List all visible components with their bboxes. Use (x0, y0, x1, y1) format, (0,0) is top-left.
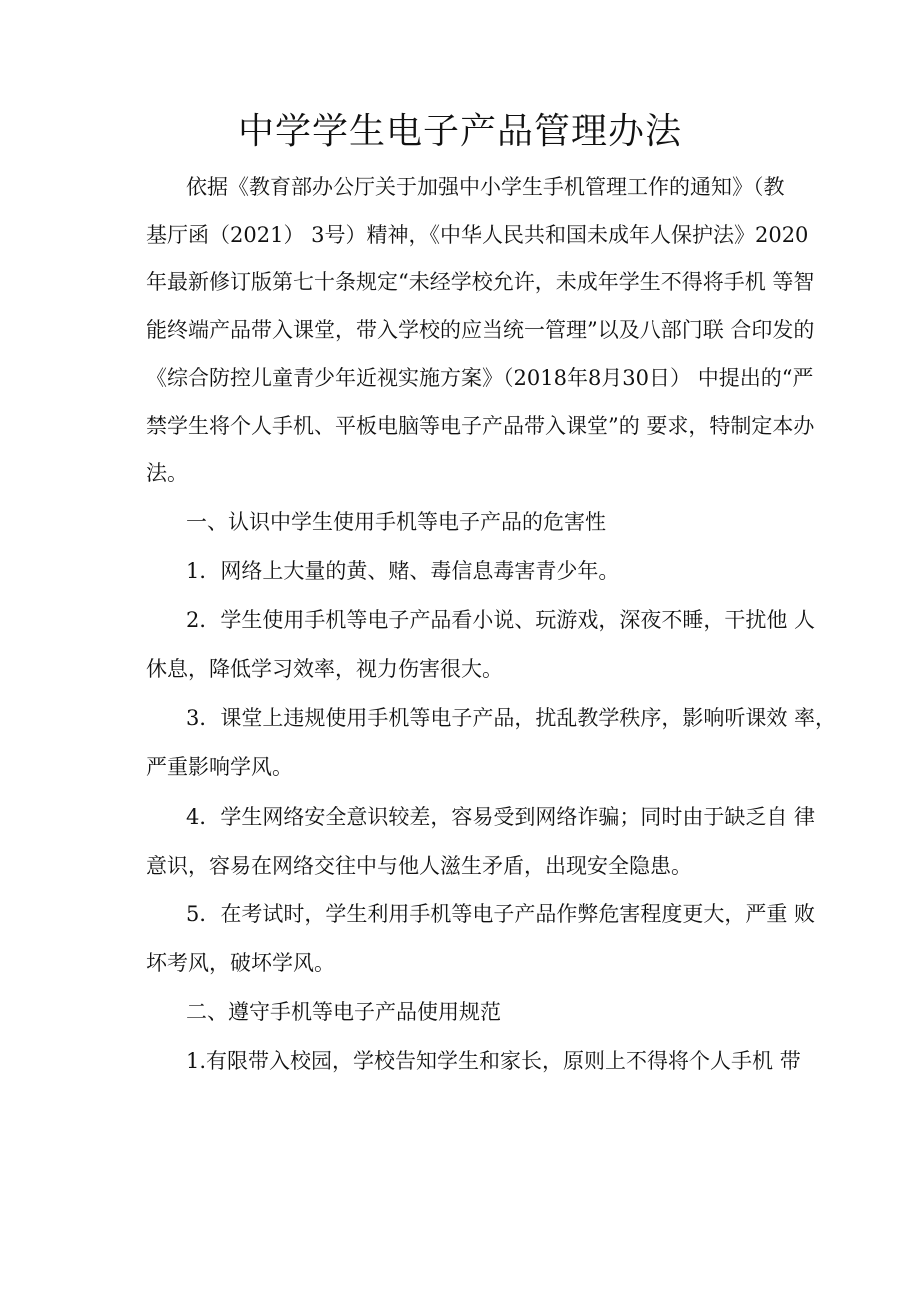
section-1-heading: 一、认识中学生使用手机等电子产品的危害性 (186, 510, 606, 534)
section-1-item-2-line-2: 休息，降低学习效率，视力伤害很大。 (146, 657, 503, 681)
section-2-item-1-line-1: 1.有限带入校园，学校告知学生和家长，原则上不得将个人手机 带 (186, 1049, 801, 1073)
section-2-heading: 二、遵守手机等电子产品使用规范 (186, 1000, 501, 1024)
intro-line-3: 年最新修订版第七十条规定“未经学校允许，未成年学生不得将手机 等智 (146, 270, 815, 294)
section-1-item-5-line-2: 坏考风，破坏学风。 (146, 951, 335, 975)
section-1-item-3-line-2: 严重影响学风。 (146, 755, 293, 779)
intro-line-5: 《综合防控儿童青少年近视实施方案》（2018年8月30日） 中提出的“严 (146, 366, 814, 390)
section-1-item-1: 1．网络上大量的黄、赌、毒信息毒害青少年。 (186, 559, 620, 583)
intro-line-6: 禁学生将个人手机、平板电脑等电子产品带入课堂”的 要求，特制定本办 (146, 414, 815, 438)
section-1-item-5-line-1: 5．在考试时，学生利用手机等电子产品作弊危害程度更大，严重 败 (186, 902, 816, 926)
document-title: 中学学生电子产品管理办法 (237, 111, 682, 152)
section-1-item-4-line-1: 4．学生网络安全意识较差，容易受到网络诈骗；同时由于缺乏自 律 (186, 805, 816, 829)
section-1-item-3-line-1: 3．课堂上违规使用手机等电子产品，扰乱教学秩序，影响听课效 率， (186, 706, 837, 730)
intro-line-1: 依据《教育部办公厅关于加强中小学生手机管理工作的通知》（教 (186, 175, 785, 199)
intro-line-7: 法。 (146, 461, 188, 485)
intro-line-2: 基厅函（2021） 3号）精神，《中华人民共和国未成年人保护法》2020 (146, 223, 809, 247)
section-1-item-2-line-1: 2．学生使用手机等电子产品看小说、玩游戏，深夜不睡，干扰他 人 (186, 608, 816, 632)
section-1-item-4-line-2: 意识，容易在网络交往中与他人滋生矛盾，出现安全隐患。 (146, 854, 692, 878)
intro-line-4: 能终端产品带入课堂，带入学校的应当统一管理”以及八部门联 合印发的 (146, 318, 815, 342)
